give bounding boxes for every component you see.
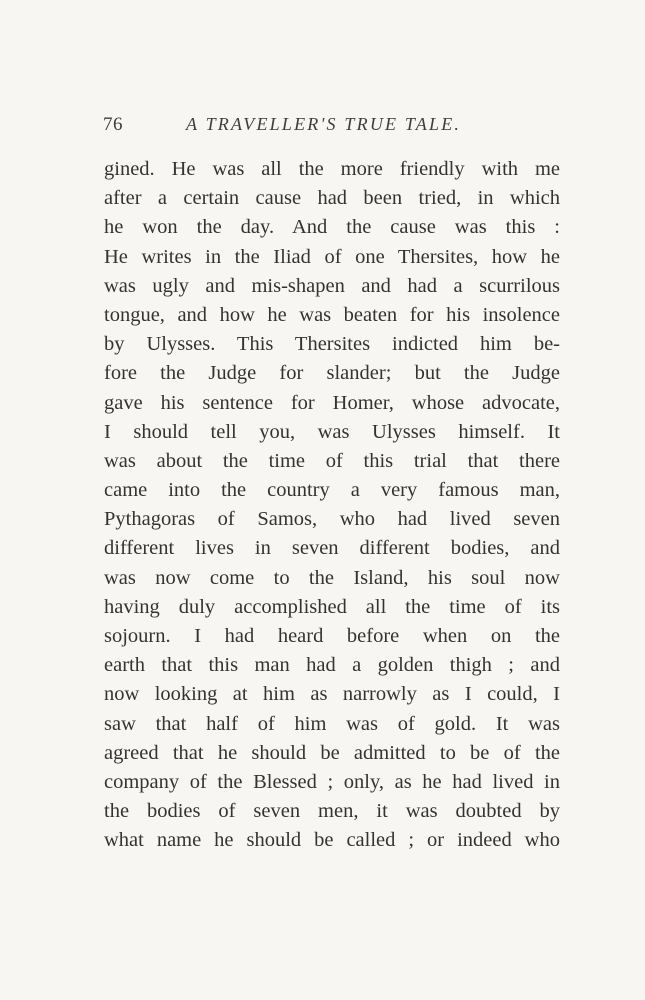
text-line: gined. He was all the more friendly with me bbox=[104, 158, 560, 180]
text-line: sojourn. I had heard before when on the bbox=[104, 625, 560, 647]
text-line: fore the Judge for slander; but the Judge bbox=[104, 362, 560, 385]
running-head bbox=[103, 106, 558, 140]
text-line: tongue, and how he was beaten for his insolence bbox=[104, 303, 560, 326]
text-line: was now come to the Island, his soul now bbox=[104, 566, 560, 589]
running-title: A TRAVELLER'S TRUE TALE. bbox=[186, 114, 462, 134]
text-line: the bodies of seven men, it was doubted by bbox=[104, 800, 560, 823]
text-line: different lives in seven different bodies, and bbox=[104, 537, 560, 560]
text-line: he won the day. And the cause was this : bbox=[104, 216, 560, 239]
text-line: after a certain cause had been tried, in which bbox=[104, 187, 560, 210]
text-line: Pythagoras of Samos, who had lived seven bbox=[104, 508, 560, 531]
body-text bbox=[104, 155, 560, 856]
text-line: by Ulysses. This Thersites indicted him be- bbox=[104, 333, 560, 356]
page-number: 76 bbox=[103, 114, 123, 135]
text-line: saw that half of him was of gold. It was bbox=[104, 712, 560, 735]
text-line: company of the Blessed ; only, as he had lived in bbox=[104, 770, 560, 793]
text-line: having duly accomplished all the time of its bbox=[104, 595, 560, 618]
text-line: gave his sentence for Homer, whose advocate, bbox=[104, 391, 560, 414]
text-line: what name he should be called ; or indeed who bbox=[104, 829, 560, 852]
text-line: was about the time of this trial that there bbox=[104, 449, 560, 472]
text-line: earth that this man had a golden thigh ; and bbox=[104, 654, 560, 677]
text-line: He writes in the Iliad of one Thersites, how he bbox=[104, 245, 560, 268]
text-line: was ugly and mis-shapen and had a scurrilous bbox=[104, 274, 560, 297]
text-line: agreed that he should be admitted to be of the bbox=[104, 741, 560, 764]
text-line: came into the country a very famous man, bbox=[104, 479, 560, 502]
text-line: now looking at him as narrowly as I could, I bbox=[104, 683, 560, 706]
text-line: I should tell you, was Ulysses himself. It bbox=[104, 420, 560, 443]
